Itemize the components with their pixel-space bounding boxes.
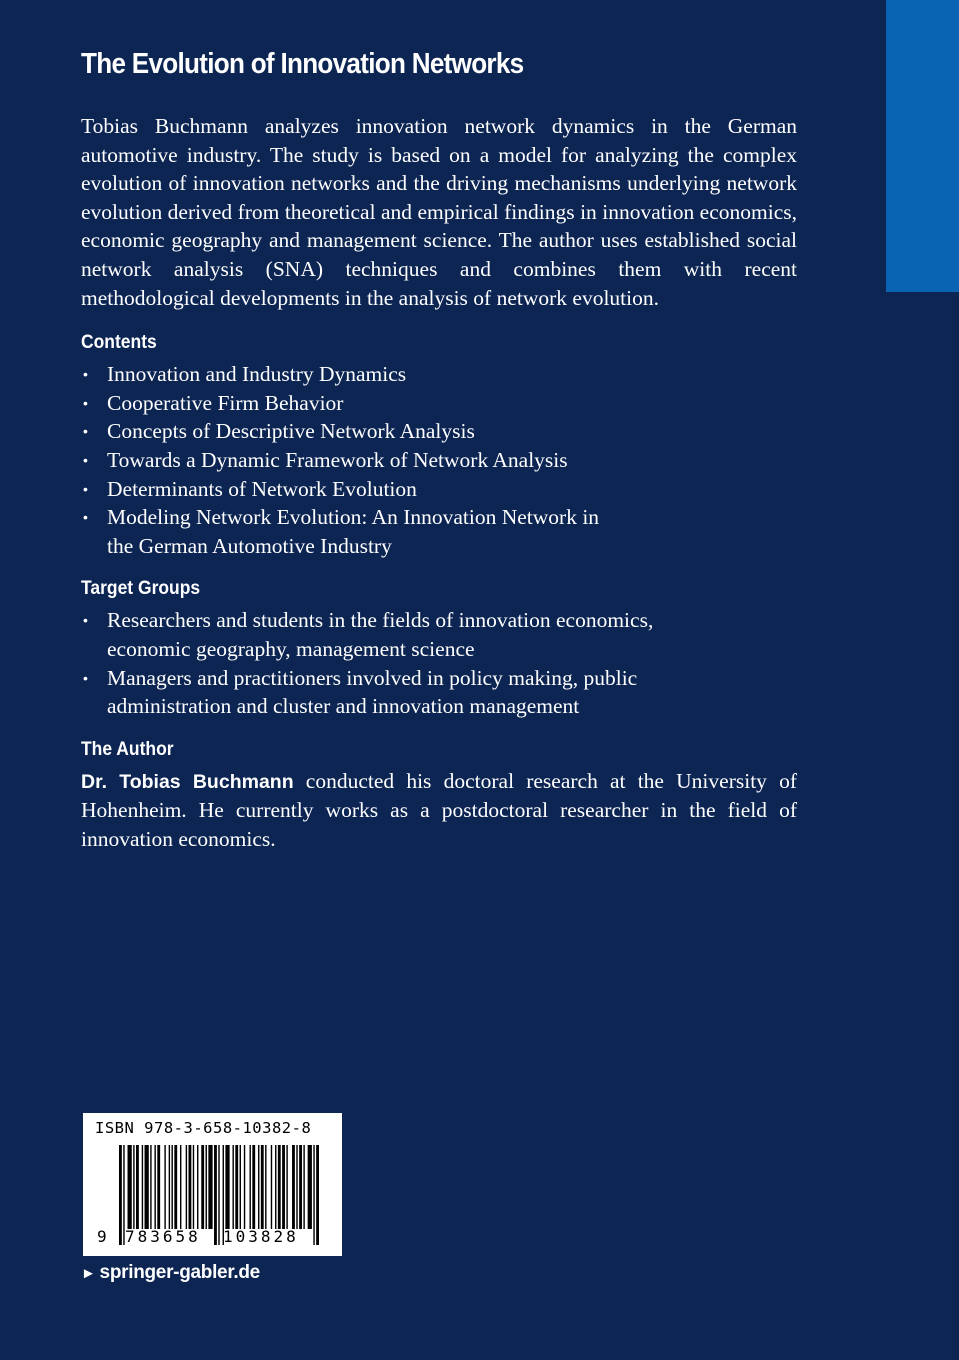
contents-list [81, 360, 797, 560]
barcode-bar [292, 1145, 295, 1229]
barcode-bar [150, 1145, 151, 1229]
barcode-bar [201, 1145, 204, 1229]
barcode-bar [174, 1145, 177, 1229]
bullet-icon: • [83, 669, 88, 686]
barcode-bar [232, 1145, 233, 1229]
bullet-icon: • [83, 366, 88, 383]
author-heading: The Author [81, 738, 174, 760]
barcode-bar [278, 1145, 281, 1229]
bullet-icon: • [83, 612, 88, 629]
barcode-bar [154, 1145, 155, 1229]
list-item: • Determinants of Network Evolution [81, 475, 797, 504]
barcode-bar [235, 1145, 238, 1229]
author-bio-text: conducted his doctoral research at the University of Hohenheim. He currently works as a postdoctoral researcher in the field of innovation economics. [81, 768, 798, 851]
barcode-bar [157, 1145, 160, 1229]
barcode-right-digits: 103828 [223, 1227, 299, 1246]
barcode-bar [169, 1145, 170, 1229]
publisher-website-link[interactable]: ► springer-gabler.de [81, 1262, 260, 1283]
author-name: Dr. Tobias Buchmann [81, 770, 294, 793]
barcode-bar [197, 1145, 198, 1229]
barcode-bar [252, 1145, 255, 1229]
bullet-icon: • [83, 480, 88, 497]
barcode-bar [296, 1145, 297, 1229]
barcode-bar [136, 1145, 139, 1229]
barcode-bar [193, 1145, 194, 1229]
triangle-right-icon: ► [81, 1265, 96, 1282]
author-bio [81, 767, 797, 854]
barcode-bar [208, 1145, 212, 1229]
bullet-icon: • [83, 423, 88, 440]
barcode-left-digits: 783658 [125, 1227, 201, 1246]
barcode-bar [271, 1145, 272, 1229]
barcode-bar [261, 1145, 264, 1229]
list-item: • Managers and practitioners involved in policy making, public administration and cluster and innovation management [83, 665, 638, 719]
isbn-label: ISBN 978-3-658-10382-8 [95, 1119, 312, 1137]
list-item: • Concepts of Descriptive Network Analysis [81, 417, 797, 446]
isbn-barcode [83, 1113, 342, 1256]
accent-bar [886, 0, 959, 292]
list-item: • Towards a Dynamic Framework of Network Analysis [81, 446, 797, 475]
barcode-bar [299, 1145, 302, 1229]
bullet-icon: • [83, 451, 88, 468]
book-title: The Evolution of Innovation Networks [81, 48, 524, 80]
bullet-icon: • [83, 509, 88, 526]
barcode-bar [303, 1145, 304, 1229]
barcode-bar [186, 1145, 187, 1229]
book-description: Tobias Buchmann analyzes innovation network dynamics in the German automotive industry. The study is based on a model for analyzing the complex evolution of innovation networks and the driving mechanisms underlying network evolution derived from theoretical and empirical findings in innovation economics, economic geography and management science. The author uses established social network analysis (SNA) techniques and combines them with recent methodological developments in the analysis of network evolution. [81, 114, 797, 310]
barcode-bar [128, 1145, 132, 1229]
barcode-bar [286, 1145, 287, 1229]
target-groups-heading: Target Groups [81, 578, 201, 600]
list-item: • Researchers and students in the fields of innovation economics, economic geography, management science [83, 608, 654, 661]
barcode-bar [240, 1145, 241, 1229]
barcode-bar [225, 1145, 229, 1229]
barcode-bar [189, 1145, 192, 1229]
barcode-bar [206, 1145, 207, 1229]
barcode-bar [180, 1145, 181, 1229]
barcode-bar [164, 1145, 165, 1229]
barcode-digits [83, 1227, 342, 1249]
back-cover-content [81, 44, 797, 853]
barcode-bar [308, 1145, 312, 1229]
list-item: • Modeling Network Evolution: An Innovation Network in the German Automotive Industry [83, 505, 600, 558]
barcode-bar [275, 1145, 276, 1229]
list-item: • Innovation and Industry Dynamics [81, 360, 797, 389]
bullet-icon: • [83, 394, 88, 411]
barcode-bar [250, 1145, 251, 1229]
barcode-bar [265, 1145, 266, 1229]
barcode-bar [133, 1145, 134, 1229]
barcode-lead-digit: 9 [97, 1227, 107, 1246]
barcode-bar [244, 1145, 245, 1229]
barcode-bar [171, 1145, 172, 1229]
barcode-bar [282, 1145, 285, 1229]
barcode-bar [142, 1145, 143, 1229]
barcode-bar [258, 1145, 259, 1229]
contents-heading: Contents [81, 332, 157, 354]
list-item: • Cooperative Firm Behavior [81, 389, 797, 418]
target-groups-list [81, 606, 797, 720]
barcode-bar [145, 1145, 149, 1229]
